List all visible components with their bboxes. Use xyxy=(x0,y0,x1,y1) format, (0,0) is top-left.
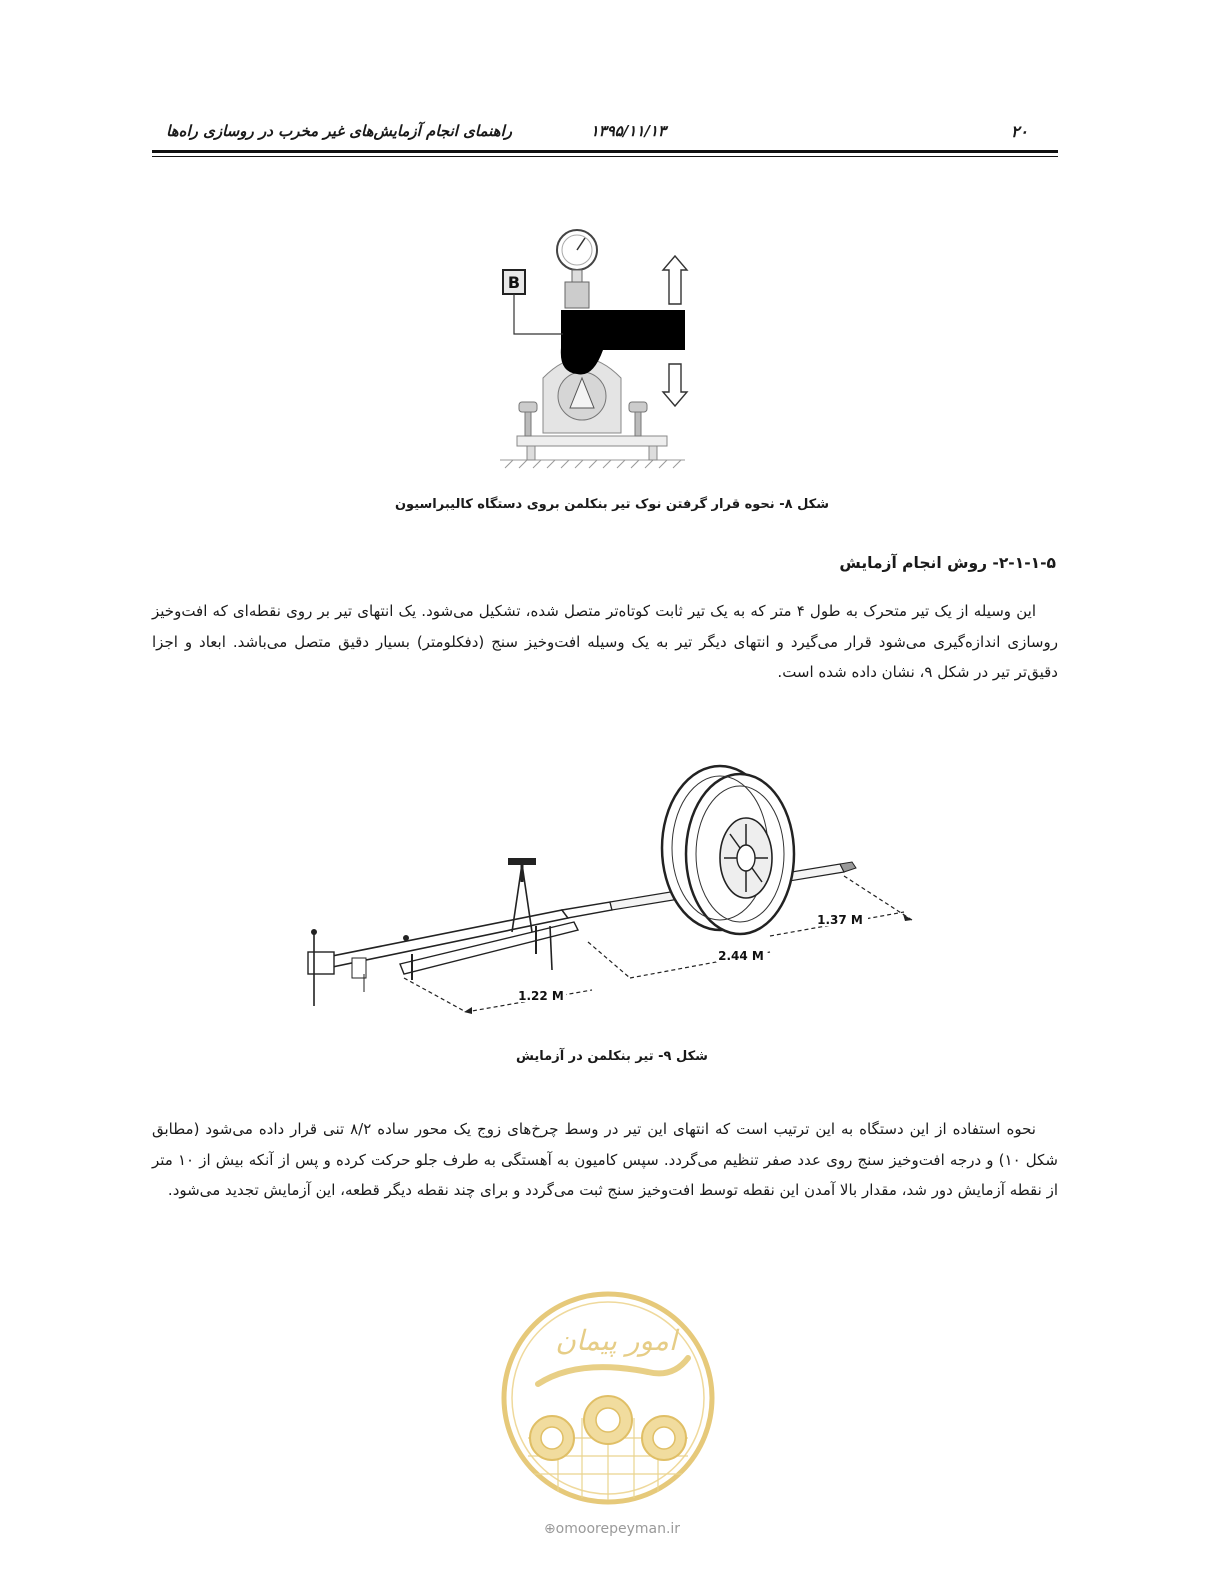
section-heading: ۲-۱-۱-۵- روش انجام آزمایش xyxy=(839,554,1056,572)
dimension-1-37: 1.37 M xyxy=(817,913,863,927)
figure-8-calibration-device xyxy=(495,228,705,490)
page-number: ۲۰ xyxy=(1010,122,1028,141)
header-rule-thin xyxy=(152,156,1058,157)
header-rule-thick xyxy=(152,150,1058,153)
watermark-seal-logo xyxy=(498,1288,718,1508)
dimension-2-44: 2.44 M xyxy=(718,949,764,963)
url-text: omoorepeyman.ir xyxy=(555,1521,681,1537)
figure-9-caption: شکل ۹- تیر بنکلمن در آزمایش xyxy=(516,1049,708,1064)
globe-icon: ⊕ xyxy=(543,1521,556,1537)
watermark-url xyxy=(500,1521,724,1537)
header-date: ۱۳۹۵/۱۱/۱۳ xyxy=(590,122,666,140)
seal-text: امور پیمان xyxy=(555,1324,677,1357)
paragraph-text: این وسیله از یک تیر متحرک به طول ۴ متر که به یک تیر ثابت کوتاه‌تر متصل شده، تشکیل می‌شود. یک انتهای تیر بر روی نقطه‌ای که افت‌وخیز روسازی اندازه‌گیری می‌شود قرار می‌گیرد و انتهای دیگر تیر به یک وسیله افت‌وخیز سنج (دفکلومتر) بسیار دقیق متصل می‌باشد. ابعاد و اجزا دقیق‌تر تیر در شکل ۹، نشان داده شده است. xyxy=(152,602,1058,681)
dimension-1-22: 1.22 M xyxy=(518,989,564,1003)
header-title: راهنمای انجام آزمایش‌های غیر مخرب در روسازی راه‌ها xyxy=(166,122,512,140)
label-b: B xyxy=(507,273,521,292)
running-header xyxy=(152,118,1058,148)
figure-8-caption: شکل ۸- نحوه قرار گرفتن نوک تیر بنکلمن بروی دستگاه کالیبراسیون xyxy=(394,497,830,512)
figure-9-benkelman-beam xyxy=(300,764,924,1024)
body-paragraph-2 xyxy=(152,1114,1058,1206)
paragraph-text: نحوه استفاده از این دستگاه به این ترتیب است که انتهای این تیر در وسط چرخ‌های زوج یک محور ساده ۸/۲ تنی قرار داده می‌شود (مطابق شکل ۱۰) و درجه افت‌وخیز سنج روی عدد صفر تنظیم می‌گردد. سپس کامیون به آهستگی به طرف جلو حرکت کرده و پس از آنکه بیش از ۱۰ متر از نقطه آزمایش دور شد، مقدار بالا آمدن این نقطه توسط افت‌وخیز سنج ثبت می‌گردد و برای چند نقطه دیگر قطعه، این آزمایش تجدید می‌شود. xyxy=(152,1120,1058,1199)
body-paragraph-1 xyxy=(152,596,1058,688)
